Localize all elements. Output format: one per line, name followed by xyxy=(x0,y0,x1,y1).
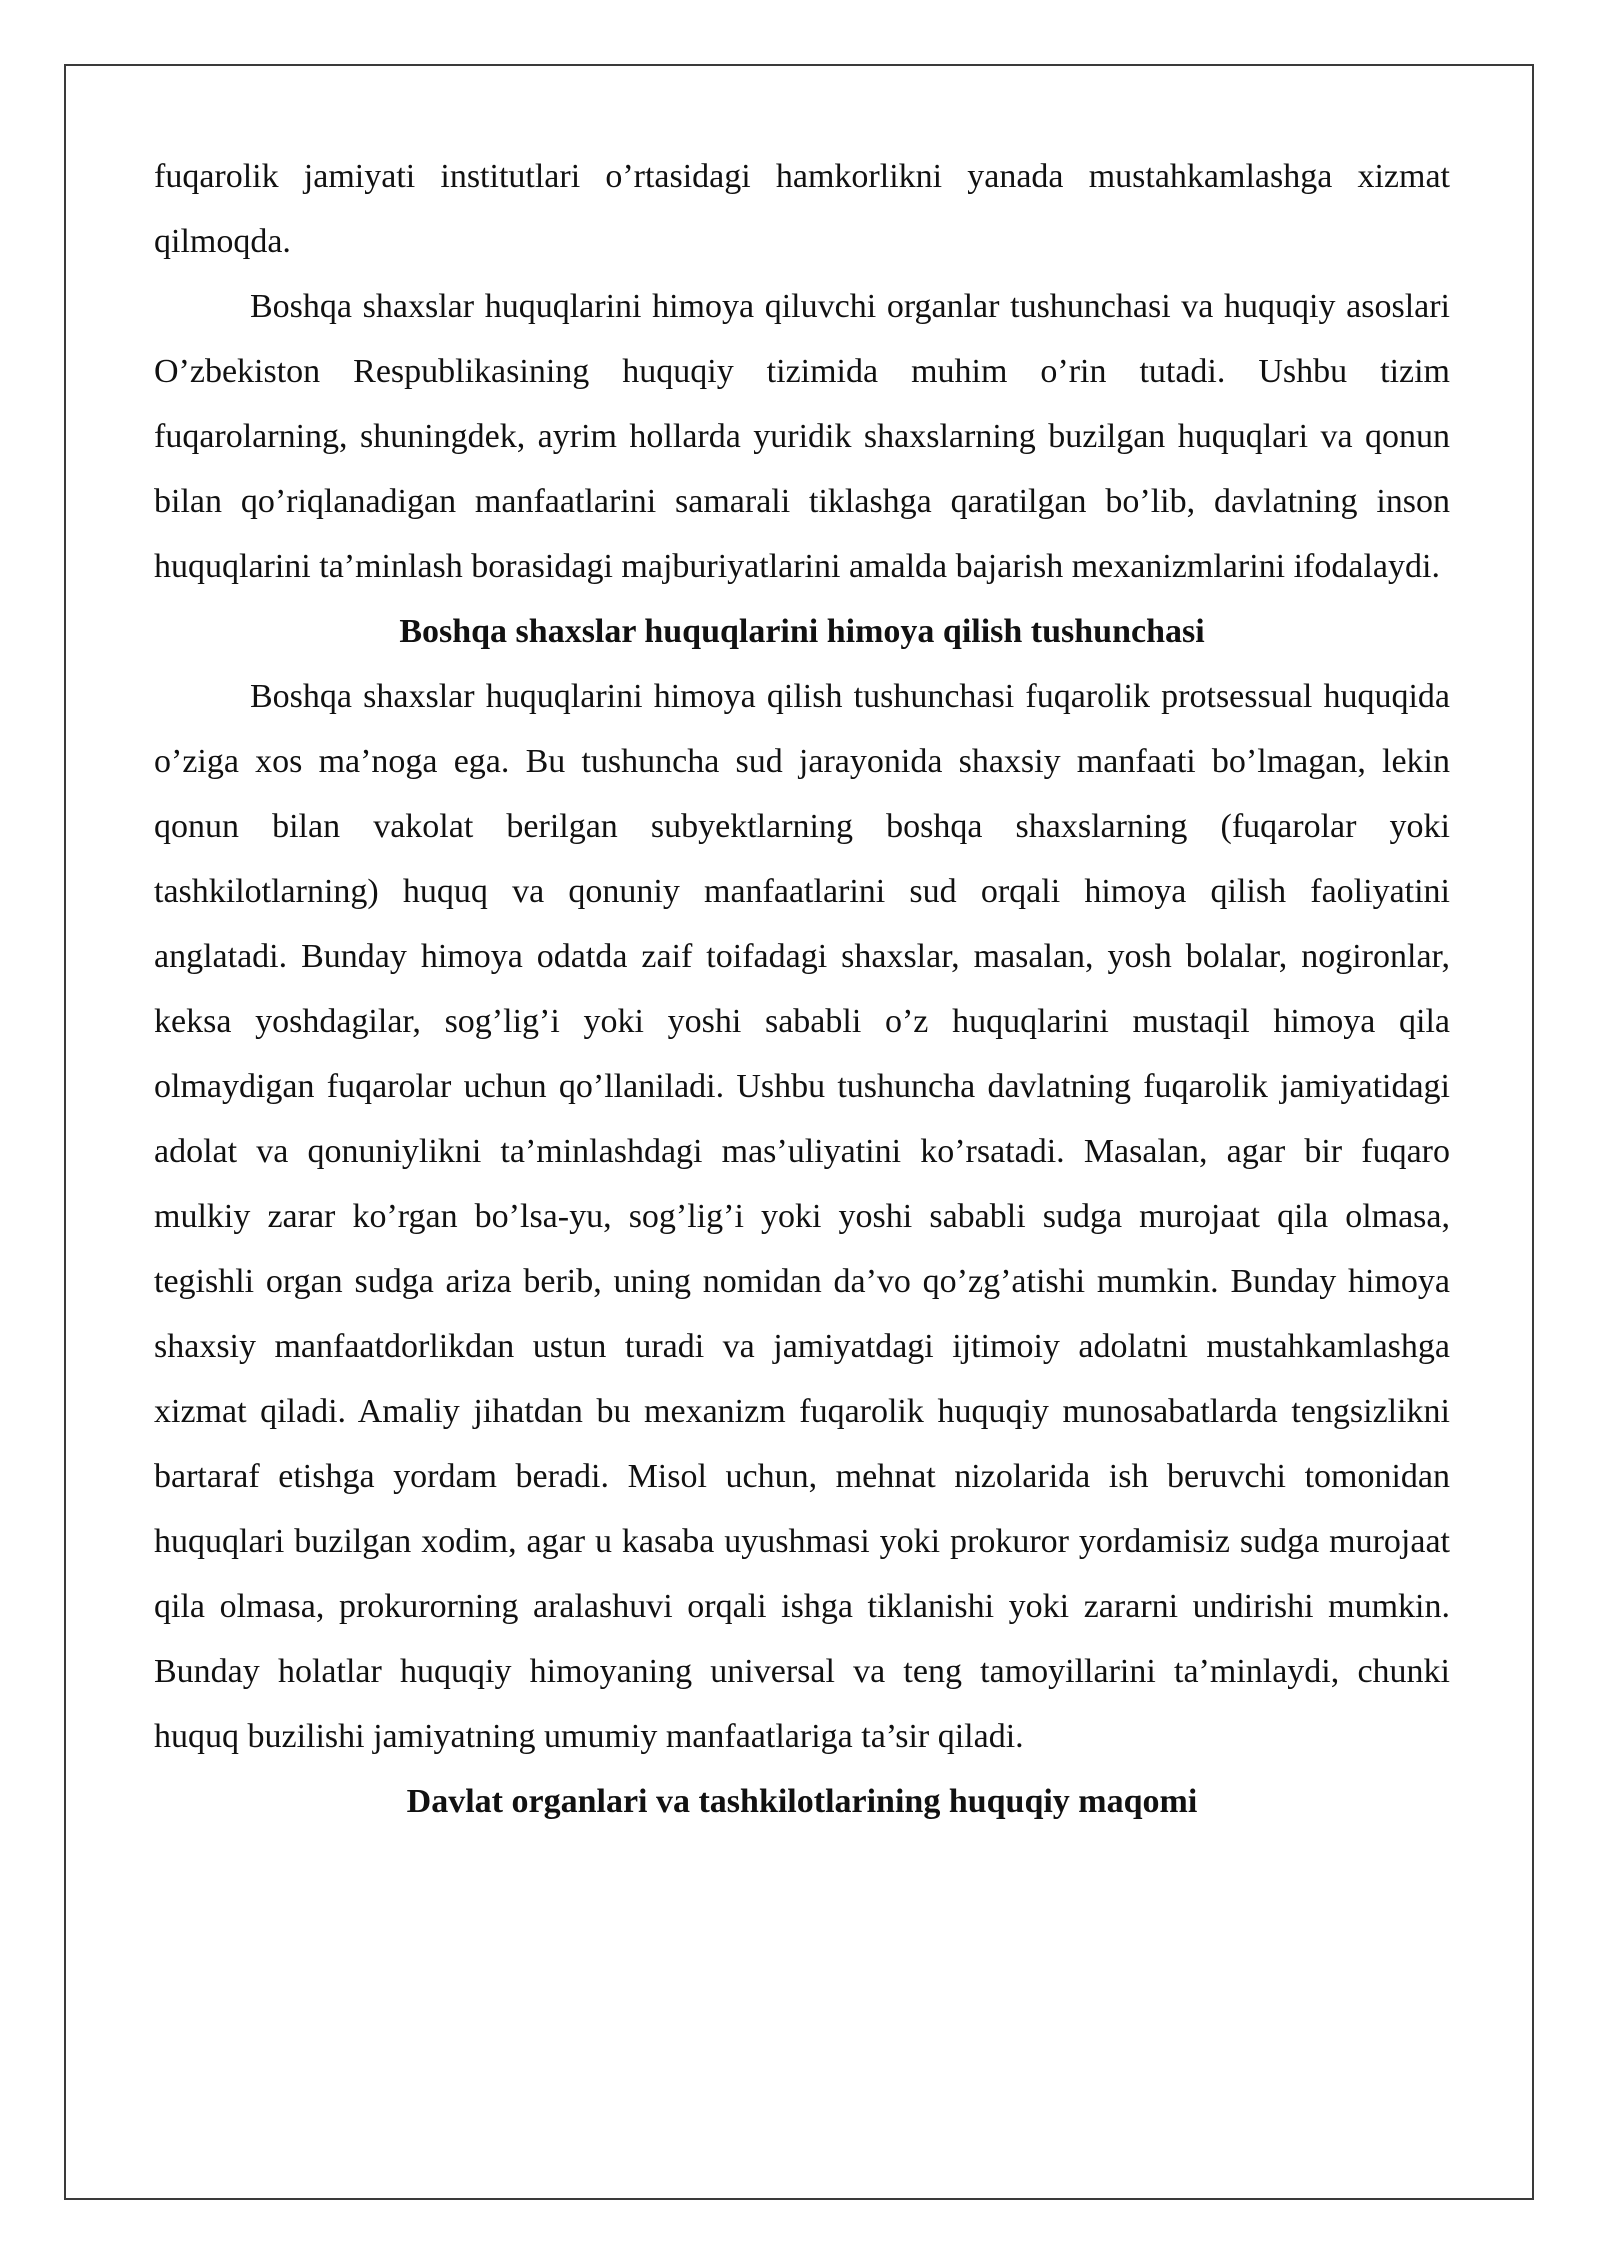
paragraph-concept: Boshqa shaxslar huquqlarini himoya qilish tushunchasi fuqarolik protsessual huquqida o’ziga xos ma’noga ega. Bu tushuncha sud jarayonida shaxsiy manfaati bo’lmagan, lekin qonun bilan vakolat berilgan subyektlarning boshqa shaxslarning (fuqarolar yoki tashkilotlarning) huquq va qonuniy manfaatlarini sud orqali himoya qilish faoliyatini anglatadi. Bunday himoya odatda zaif toifadagi shaxslar, masalan, yosh bolalar, nogironlar, keksa yoshdagilar, sog’lig’i yoki yoshi sababli o’z huquqlarini mustaqil himoya qila olmaydigan fuqarolar uchun qo’llaniladi. Ushbu tushuncha davlatning fuqarolik jamiyatidagi adolat va qonuniylikni ta’minlashdagi mas’uliyatini ko’rsatadi. Masalan, agar bir fuqaro mulkiy zarar ko’rgan bo’lsa-yu, sog’lig’i yoki yoshi sababli sudga murojaat qila olmasa, tegishli organ sudga ariza berib, uning nomidan da’vo qo’zg’atishi mumkin. Bunday himoya shaxsiy manfaatdorlikdan ustun turadi va jamiyatdagi ijtimoiy adolatni mustahkamlashga xizmat qiladi. Amaliy jihatdan bu mexanizm fuqarolik huquqiy munosabatlarda tengsizlikni bartaraf etishga yordam beradi. Misol uchun, mehnat nizolarida ish beruvchi tomonidan huquqlari buzilgan xodim, agar u kasaba uyushmasi yoki prokuror yordamisiz sudga murojaat qila olmasa, prokurorning aralashuvi orqali ishga tiklanishi yoki zararni undirishi mumkin. Bunday holatlar huquqiy himoyaning universal va teng tamoyillarini ta’minlaydi, chunki huquq buzilishi jamiyatning umumiy manfaatlariga ta’sir qiladi. xyxy=(154,678,1450,1755)
section-heading-concept: Boshqa shaxslar huquqlarini himoya qilish tushunchasi xyxy=(399,613,1205,650)
paragraph-continuation: fuqarolik jamiyati institutlari o’rtasidagi hamkorlikni yanada mustahkamlashga xizmat qilmoqda. xyxy=(154,158,1450,260)
document-body xyxy=(154,144,1450,1834)
paragraph-legal-basis: Boshqa shaxslar huquqlarini himoya qiluvchi organlar tushunchasi va huquqiy asoslari O’zbekiston Respublikasining huquqiy tizimida muhim o’rin tutadi. Ushbu tizim fuqarolarning, shuningdek, ayrim hollarda yuridik shaxslarning buzilgan huquqlari va qonun bilan qo’riqlanadigan manfaatlarini samarali tiklashga qaratilgan bo’lib, davlatning inson huquqlarini ta’minlash borasidagi majburiyatlarini amalda bajarish mexanizmlarini ifodalaydi. xyxy=(154,288,1450,585)
section-heading-legal-status: Davlat organlari va tashkilotlarining huquqiy maqomi xyxy=(406,1783,1198,1820)
